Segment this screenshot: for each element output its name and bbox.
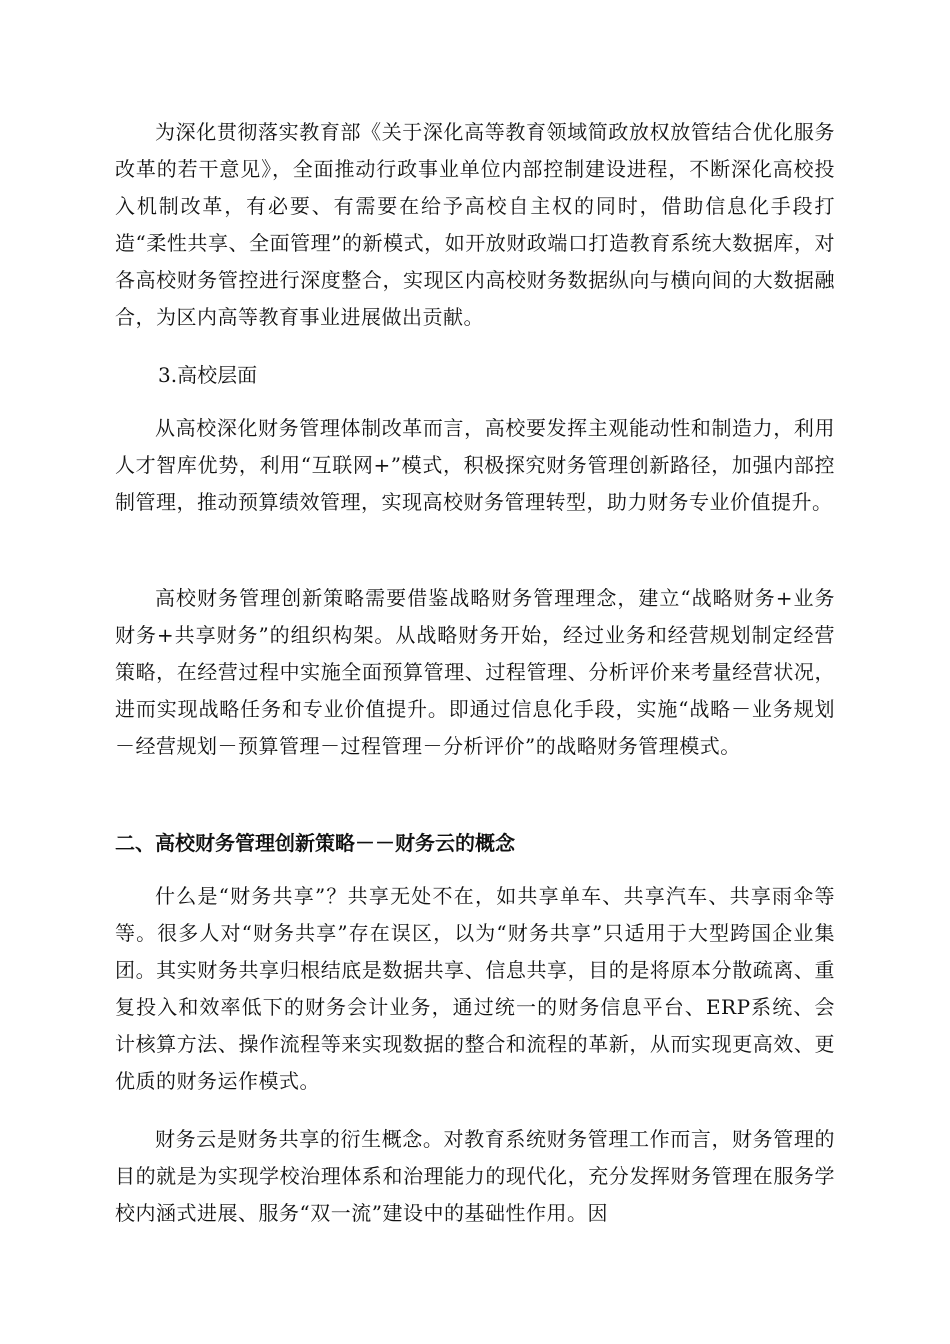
paragraph: 高校财务管理创新策略需要借鉴战略财务管理理念，建立“战略财务+业务财务+共享财务”的组织构架。从战略财务开始，经过业务和经营规划制定经营策略，在经营过程中实施全面预算管理、过程管理、分析评价来考量经营状况，进而实现战略任务和专业价值提升。即通过信息化手段，实施“战略－业务规划－经营规划－预算管理－过程管理－分析评价”的战略财务管理模式。 [115,586,835,758]
section-heading: 二、高校财务管理创新策略－－财务云的概念 [115,831,515,855]
paragraph: 从高校深化财务管理体制改革而言，高校要发挥主观能动性和制造力，利用人才智库优势，利用“互联网+”模式，积极探究财务管理创新路径，加强内部控制管理，推动预算绩效管理，实现高校财务管理转型，助力财务专业价值提升。 [115,416,835,514]
paragraph: 财务云是财务共享的衍生概念。对教育系统财务管理工作而言，财务管理的目的就是为实现学校治理体系和治理能力的现代化，充分发挥财务管理在服务学校内涵式进展、服务“双一流”建设中的基础性作用。因 [115,1127,835,1225]
subheading: 3.高校层面 [158,363,258,387]
paragraph: 什么是“财务共享”？共享无处不在，如共享单车、共享汽车、共享雨伞等等。很多人对“财务共享”存在误区，以为“财务共享”只适用于大型跨国企业集团。其实财务共享归根结底是数据共享、信息共享，目的是将原本分散疏离、重复投入和效率低下的财务会计业务，通过统一的财务信息平台、ERP系统、会计核算方法、操作流程等来实现数据的整合和流程的革新，从而实现更高效、更优质的财务运作模式。 [115,884,835,1093]
paragraph: 为深化贯彻落实教育部《关于深化高等教育领域简政放权放管结合优化服务改革的若干意见》，全面推动行政事业单位内部控制建设进程，不断深化高校投入机制改革，有必要、有需要在给予高校自主权的同时，借助信息化手段打造“柔性共享、全面管理”的新模式，如开放财政端口打造教育系统大数据库，对各高校财务管控进行深度整合，实现区内高校财务数据纵向与横向间的大数据融合，为区内高等教育事业进展做出贡献。 [115,120,835,329]
